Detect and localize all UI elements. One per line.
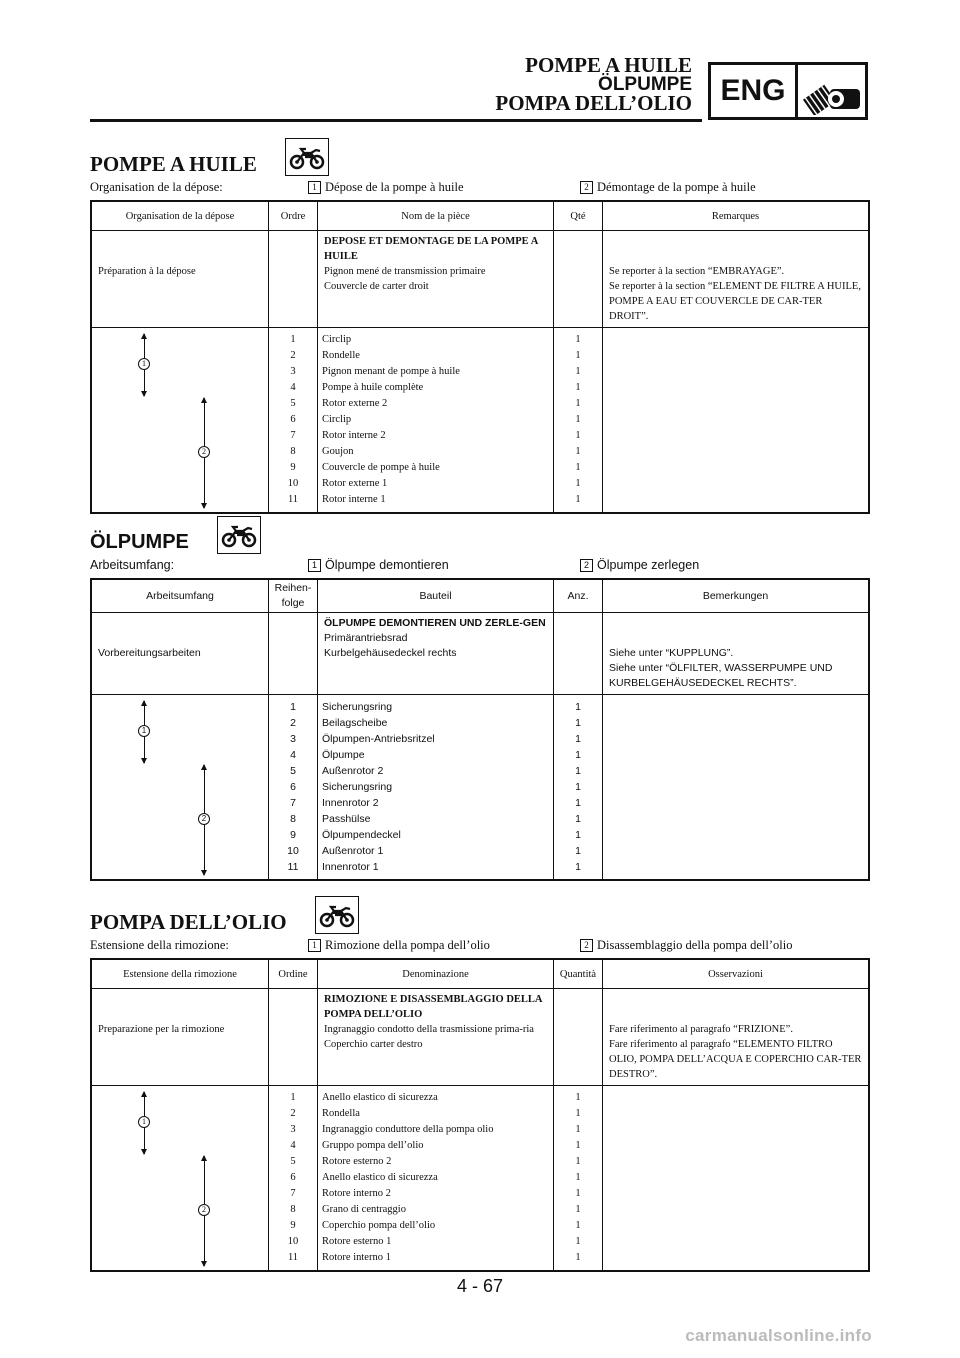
part-order: 9: [290, 1220, 296, 1231]
prep-item-name: Couvercle de carter droit: [324, 281, 429, 292]
prep-names: [318, 613, 554, 695]
part-name: Rotor externe 1: [322, 478, 388, 489]
table-header: [91, 579, 869, 613]
part-qty: 1: [575, 1188, 581, 1199]
table-header: [91, 959, 869, 989]
qty-column: [554, 1086, 603, 1272]
part-qty: 1: [575, 781, 581, 793]
column-header: Denominazione: [318, 959, 554, 989]
prep-remarks: [603, 231, 870, 328]
part-order: 9: [290, 462, 296, 473]
qty-column: [554, 695, 603, 881]
motorcycle-icon: [289, 144, 325, 170]
part-qty: 1: [575, 494, 581, 505]
part-qty: 1: [575, 1220, 581, 1231]
part-order: 2: [290, 350, 296, 361]
part-order: 3: [290, 733, 296, 745]
scope-line: [90, 556, 870, 574]
motorcycle-icon: [319, 902, 355, 928]
prep-names: [318, 231, 554, 328]
part-name: Ölpumpendeckel: [322, 829, 401, 841]
bracket-cell: [91, 328, 269, 514]
prep-item-name: Ingranaggio condotto della trasmissione prima-ria: [324, 1024, 534, 1035]
part-order: 6: [290, 1172, 296, 1183]
motorcycle-icon: [285, 138, 329, 176]
watermark: carmanualsonline.info: [685, 1326, 872, 1345]
marker-1: 1: [308, 939, 321, 952]
part-qty: 1: [575, 861, 581, 873]
part-name: Rotor interne 2: [322, 430, 386, 441]
part-order: 11: [287, 1252, 299, 1263]
prep-label: Vorbereitungsarbeiten: [98, 647, 201, 659]
table-header: [91, 201, 869, 231]
part-name: Couvercle de pompe à huile: [322, 462, 440, 473]
part-name: Sicherungsring: [322, 781, 393, 793]
marker-1: 1: [308, 559, 321, 572]
part-qty: 1: [575, 765, 581, 777]
remarks-column: [603, 1086, 870, 1272]
header-title-de: ÖLPUMPE: [598, 74, 692, 95]
part-order: 3: [290, 1124, 296, 1135]
part-order: 2: [290, 717, 296, 729]
part-qty: 1: [575, 414, 581, 425]
scope-1: 1 Ölpumpe demontieren: [308, 558, 580, 572]
part-name: Ölpumpe: [322, 749, 365, 761]
eng-badge: [708, 62, 868, 120]
scope-line: [90, 178, 870, 196]
part-name: Pignon menant de pompe à huile: [322, 366, 460, 377]
section-de: [90, 514, 870, 881]
part-qty: 1: [575, 478, 581, 489]
parts-table: [90, 200, 870, 514]
prep-label-cell: [91, 989, 269, 1086]
column-header: Nom de la pièce: [318, 201, 554, 231]
prep-item-remark: Fare riferimento al paragrafo “FRIZIONE”.: [609, 1024, 793, 1035]
part-order: 8: [290, 446, 296, 457]
prep-item-name: Pignon mené de transmission primaire: [324, 266, 486, 277]
bracket-1-marker: 1: [138, 358, 150, 370]
bracket-1-marker: 1: [138, 1116, 150, 1128]
part-qty: 1: [575, 1108, 581, 1119]
prep-remarks: [603, 613, 870, 695]
part-qty: 1: [575, 1172, 581, 1183]
column-header: Estensione della rimozione: [91, 959, 269, 989]
part-order: 7: [290, 797, 296, 809]
eng-label: ENG: [711, 65, 798, 117]
column-header: Ordine: [269, 959, 318, 989]
part-order: 7: [290, 430, 296, 441]
scope-2: 2 Ölpumpe zerlegen: [580, 558, 699, 572]
column-header: Ordre: [269, 201, 318, 231]
order-column: [269, 328, 318, 514]
part-order: 9: [290, 829, 296, 841]
part-name: Außenrotor 1: [322, 845, 384, 857]
part-name: Goujon: [322, 446, 354, 457]
prep-label: Préparation à la dépose: [98, 266, 196, 277]
bracket-1-marker: 1: [138, 725, 150, 737]
parts-table: [90, 578, 870, 881]
section-it: [90, 894, 870, 1272]
part-order: 5: [290, 398, 296, 409]
column-header: Reihen-folge: [269, 579, 318, 613]
part-name: Innenrotor 2: [322, 797, 379, 809]
column-header: Remarques: [603, 201, 870, 231]
parts-group: [91, 695, 869, 881]
part-qty: 1: [575, 350, 581, 361]
engine-icon: [798, 65, 865, 117]
part-order: 4: [290, 749, 296, 761]
bracket-2-marker: 2: [198, 1204, 210, 1216]
part-qty: 1: [575, 845, 581, 857]
column-header: Anz.: [554, 579, 603, 613]
part-qty: 1: [575, 1092, 581, 1103]
part-qty: 1: [575, 398, 581, 409]
bracket-2-marker: 2: [198, 446, 210, 458]
prep-label: Preparazione per la rimozione: [98, 1024, 225, 1035]
part-qty: 1: [575, 749, 581, 761]
page-number: 4 - 67: [456, 1276, 504, 1296]
part-order: 8: [290, 1204, 296, 1215]
part-order: 5: [290, 765, 296, 777]
column-header: Qté: [554, 201, 603, 231]
part-name: Gruppo pompa dell’olio: [322, 1140, 424, 1151]
scope-label: Arbeitsumfang:: [90, 558, 175, 572]
part-order: 10: [287, 845, 299, 857]
part-qty: 1: [575, 366, 581, 377]
motorcycle-icon: [217, 516, 261, 554]
prep-heading: RIMOZIONE E DISASSEMBLAGGIO DELLA POMPA DELL’OLIO: [324, 994, 542, 1020]
part-name: Innenrotor 1: [322, 861, 379, 873]
part-name: Pompe à huile complète: [322, 382, 424, 393]
part-name: Anello elastico di sicurezza: [322, 1092, 438, 1103]
part-qty: 1: [575, 813, 581, 825]
column-header: Osservazioni: [603, 959, 870, 989]
parts-group: [91, 328, 869, 514]
name-column: [318, 695, 554, 881]
scope-2: 2 Démontage de la pompe à huile: [580, 180, 756, 195]
order-column: [269, 695, 318, 881]
prep-item-name: Primärantriebsrad: [324, 632, 408, 644]
part-name: Ingranaggio conduttore della pompa olio: [322, 1124, 494, 1135]
part-qty: 1: [575, 717, 581, 729]
scope-1: 1 Rimozione della pompa dell’olio: [308, 938, 580, 953]
prep-item-remark: Siehe unter “ÖLFILTER, WASSERPUMPE UND KURBELGEHÄUSEDECKEL RECHTS”.: [609, 662, 833, 689]
part-qty: 1: [575, 382, 581, 393]
part-qty: 1: [575, 829, 581, 841]
prep-names: [318, 989, 554, 1086]
part-name: Circlip: [322, 334, 352, 345]
part-name: Rotore interno 2: [322, 1188, 391, 1199]
motorcycle-icon: [221, 522, 257, 548]
header-titles: [495, 53, 692, 115]
parts-group: [91, 1086, 869, 1272]
part-name: Außenrotor 2: [322, 765, 384, 777]
marker-2: 2: [580, 939, 593, 952]
part-name: Beilagscheibe: [322, 717, 388, 729]
prep-item-name: Kurbelgehäusedeckel rechts: [324, 647, 457, 659]
part-order: 1: [290, 701, 296, 713]
part-name: Rotore esterno 1: [322, 1236, 392, 1247]
prep-label-cell: [91, 231, 269, 328]
part-name: Rotor externe 2: [322, 398, 388, 409]
part-order: 5: [290, 1156, 296, 1167]
motorcycle-icon: [315, 896, 359, 934]
column-header: Quantità: [554, 959, 603, 989]
remarks-column: [603, 695, 870, 881]
part-name: Passhülse: [322, 813, 371, 825]
part-qty: 1: [575, 462, 581, 473]
column-header: Bauteil: [318, 579, 554, 613]
part-order: 3: [290, 366, 296, 377]
qty-column: [554, 328, 603, 514]
part-order: 2: [290, 1108, 296, 1119]
part-order: 11: [287, 861, 299, 873]
prep-group: [91, 613, 869, 695]
part-name: Coperchio pompa dell’olio: [322, 1220, 436, 1231]
prep-item-remark: Siehe unter “KUPPLUNG”.: [609, 647, 734, 659]
part-name: Rotor interne 1: [322, 494, 386, 505]
bracket-cell: [91, 695, 269, 881]
section-title-row: [90, 894, 870, 934]
scope-1: 1 Dépose de la pompe à huile: [308, 180, 580, 195]
prep-item-name: Coperchio carter destro: [324, 1039, 423, 1050]
part-qty: 1: [575, 1156, 581, 1167]
part-name: Rotore esterno 2: [322, 1156, 392, 1167]
part-name: Sicherungsring: [322, 701, 393, 713]
part-qty: 1: [575, 701, 581, 713]
part-order: 11: [287, 494, 299, 505]
part-order: 6: [290, 781, 296, 793]
marker-1: 1: [308, 181, 321, 194]
part-order: 4: [290, 1140, 296, 1151]
prep-item-remark: Se reporter à la section “EMBRAYAGE”.: [609, 266, 785, 277]
section-title-row: [90, 514, 870, 554]
part-qty: 1: [575, 1252, 581, 1263]
prep-heading: DEPOSE ET DEMONTAGE DE LA POMPE A HUILE: [324, 236, 538, 262]
part-qty: 1: [575, 1124, 581, 1135]
part-qty: 1: [575, 334, 581, 345]
part-name: Rondelle: [322, 350, 360, 361]
header-rule: [90, 119, 702, 122]
section-title: ÖLPUMPE: [90, 531, 189, 553]
column-header: Arbeitsumfang: [91, 579, 269, 613]
part-qty: 1: [575, 1204, 581, 1215]
part-order: 6: [290, 414, 296, 425]
name-column: [318, 1086, 554, 1272]
prep-label-cell: [91, 613, 269, 695]
part-qty: 1: [575, 797, 581, 809]
part-name: Ölpumpen-Antriebsritzel: [322, 733, 435, 745]
part-name: Rondella: [322, 1108, 360, 1119]
column-header: Organisation de la dépose: [91, 201, 269, 231]
part-order: 1: [290, 334, 296, 345]
part-order: 8: [290, 813, 296, 825]
part-order: 7: [290, 1188, 296, 1199]
section-title: POMPE A HUILE: [90, 152, 257, 176]
name-column: [318, 328, 554, 514]
column-header: Bemerkungen: [603, 579, 870, 613]
part-qty: 1: [575, 1236, 581, 1247]
bracket-2-marker: 2: [198, 813, 210, 825]
order-column: [269, 1086, 318, 1272]
prep-heading: ÖLPUMPE DEMONTIEREN UND ZERLE-GEN: [324, 617, 546, 629]
prep-item-remark: Se reporter à la section “ELEMENT DE FILTRE A HUILE, POMPE A EAU ET COUVERCLE DE CAR-TER DROIT”.: [609, 281, 861, 322]
part-qty: 1: [575, 733, 581, 745]
part-name: Rotore interno 1: [322, 1252, 391, 1263]
prep-group: [91, 989, 869, 1086]
part-order: 10: [287, 478, 299, 489]
marker-2: 2: [580, 559, 593, 572]
prep-group: [91, 231, 869, 328]
scope-label: Estensione della rimozione:: [90, 937, 229, 952]
section-title-row: [90, 136, 870, 176]
part-qty: 1: [575, 430, 581, 441]
header-title-it: POMPA DELL’OLIO: [495, 91, 692, 115]
part-order: 10: [287, 1236, 299, 1247]
prep-item-remark: Fare riferimento al paragrafo “ELEMENTO FILTRO OLIO, POMPA DELL’ACQUA E COPERCHIO CAR-TER DESTRO”.: [609, 1039, 862, 1080]
part-name: Circlip: [322, 414, 352, 425]
scope-2: 2 Disassemblaggio della pompa dell’olio: [580, 938, 792, 953]
part-name: Grano di centraggio: [322, 1204, 406, 1215]
prep-remarks: [603, 989, 870, 1086]
part-name: Anello elastico di sicurezza: [322, 1172, 438, 1183]
bracket-cell: [91, 1086, 269, 1272]
part-order: 1: [290, 1092, 296, 1103]
part-qty: 1: [575, 1140, 581, 1151]
remarks-column: [603, 328, 870, 514]
part-qty: 1: [575, 446, 581, 457]
scope-label: Organisation de la dépose:: [90, 179, 223, 194]
marker-2: 2: [580, 181, 593, 194]
section-fr: [90, 136, 870, 514]
section-title: POMPA DELL’OLIO: [90, 910, 287, 934]
parts-table: [90, 958, 870, 1272]
part-order: 4: [290, 382, 296, 393]
scope-line: [90, 936, 870, 954]
header-title-fr: POMPE A HUILE: [525, 53, 692, 77]
